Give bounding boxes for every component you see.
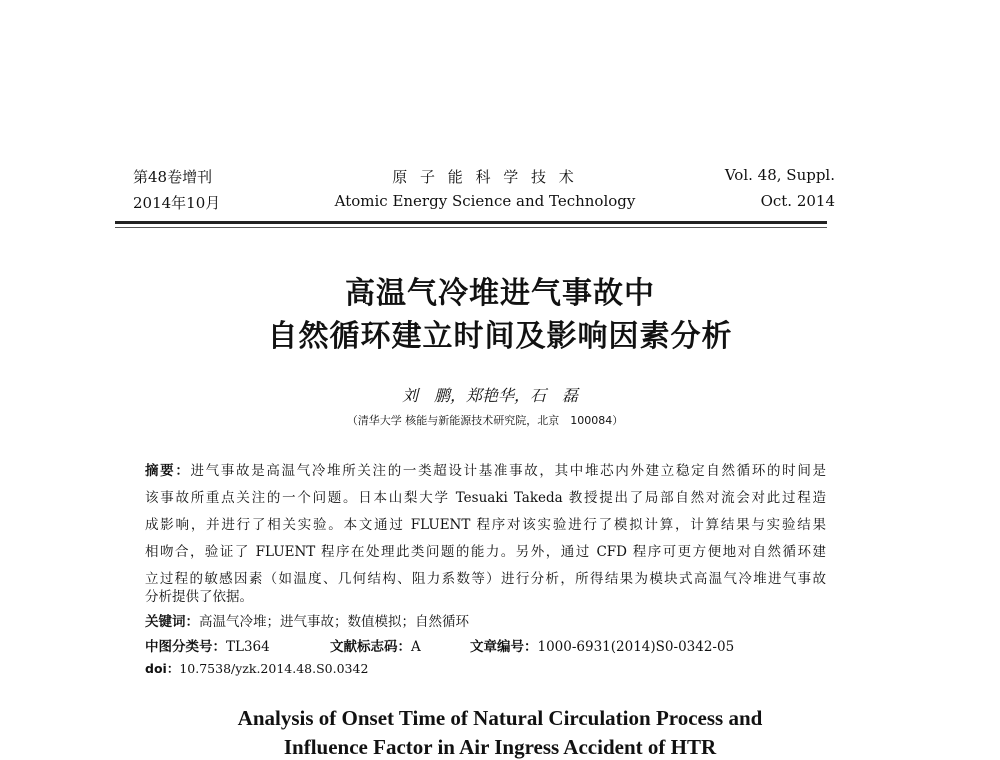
journal-name-en: Atomic Energy Science and Technology (334, 192, 636, 210)
title-cn-line-1: 高温气冷堆进气事故中 (345, 276, 655, 311)
volume-en: Vol. 48, Suppl. (724, 166, 835, 184)
volume-cn: 第48卷增刊 (133, 168, 213, 186)
title-en-line-2: Influence Factor in Air Ingress Accident of HTR (283, 735, 717, 759)
abstract-line: 立过程的敏感因素（如温度、几何结构、阻力系数等）进行分析，所得结果为模块式高温气冷堆进气事故 (145, 571, 826, 587)
header-rule-thin (115, 227, 827, 228)
classification-number: 中图分类号：TL364 (145, 639, 270, 655)
abstract-line: 相吻合，验证了 FLUENT 程序在处理此类问题的能力。另外，通过 CFD 程序可更方便地对自然循环建 (145, 544, 826, 560)
abstract-line: 分析提供了依据。 (145, 589, 253, 605)
abstract-line: 该事故所重点关注的一个问题。日本山梨大学 Tesuaki Takeda 教授提出了局部自然对流会对此过程造 (145, 490, 826, 506)
abstract-line: 成影响，并进行了相关实验。本文通过 FLUENT 程序对该实验进行了模拟计算，计算结果与实验结果 (145, 517, 826, 533)
authors: 刘 鹏，郑艳华，石 磊 (401, 386, 578, 405)
title-en-line-1: Analysis of Onset Time of Natural Circulation Process and (237, 706, 763, 730)
header-rule (115, 221, 827, 224)
abstract-label: 摘要： (145, 463, 191, 479)
abstract-line: 摘要：进气事故是高温气冷堆所关注的一类超设计基准事故，其中堆芯内外建立稳定自然循环的时间是 (145, 463, 827, 479)
date-en: Oct. 2014 (760, 192, 835, 210)
date-cn: 2014年10月 (133, 194, 221, 212)
journal-name-cn: 原 子 能 科 学 技 术 (392, 168, 578, 186)
title-cn-line-2: 自然循环建立时间及影响因素分析 (267, 319, 733, 354)
document-code: 文献标志码：A (330, 639, 421, 655)
article-number: 文章编号：1000-6931(2014)S0-0342-05 (470, 639, 735, 655)
affiliation: （清华大学 核能与新能源技术研究院，北京 100084） (346, 414, 624, 427)
doi: doi：10.7538/yzk.2014.48.S0.0342 (145, 661, 369, 676)
keywords: 关键词：高温气冷堆；进气事故；数值模拟；自然循环 (145, 614, 469, 630)
